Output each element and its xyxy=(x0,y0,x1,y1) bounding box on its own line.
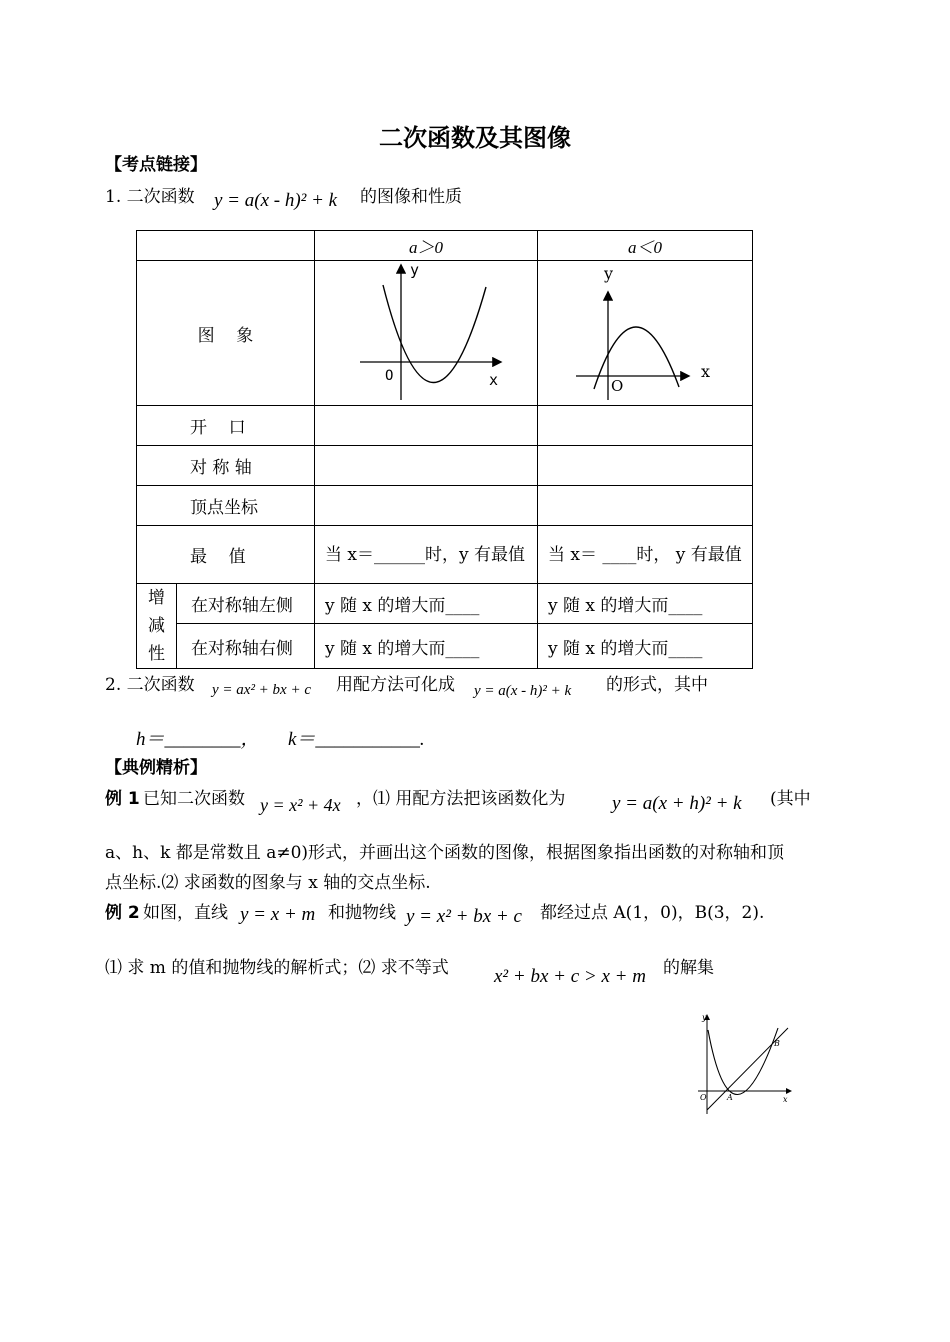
parabola-curve xyxy=(383,285,486,383)
x-label: x xyxy=(700,362,711,381)
example1-line3: 点坐标.⑵ 求函数的图象与 x 轴的交点坐标. xyxy=(105,873,431,893)
answer-cell xyxy=(537,406,752,446)
x-label: x xyxy=(488,371,499,389)
extreme-positive: 当 x＝______时，y 有最值 xyxy=(314,526,537,584)
row-label-graph xyxy=(137,261,315,406)
row-label-vertex: 顶点坐标 xyxy=(137,486,315,526)
table-header-row xyxy=(137,231,753,261)
table-row-extreme xyxy=(137,526,753,584)
table-row-vertex xyxy=(137,486,753,526)
point-a-label: A xyxy=(727,1093,733,1102)
origin-label: O xyxy=(700,1093,707,1102)
section-heading-examples: 【典例精析】 xyxy=(105,758,207,778)
x-label: x xyxy=(783,1095,788,1104)
table-row-left xyxy=(137,584,753,624)
item1-suffix: 的图像和性质 xyxy=(360,187,462,207)
parabola-curve xyxy=(708,1028,778,1095)
row-label-axis-text: 对 称 轴 xyxy=(190,458,252,478)
properties-table xyxy=(136,230,753,669)
example2-figure xyxy=(690,1010,800,1120)
origin-label: O xyxy=(384,368,394,384)
table-corner-cell xyxy=(137,231,315,261)
row-label-open xyxy=(137,406,315,446)
origin-label: O xyxy=(610,377,624,395)
row-label-axis xyxy=(137,446,315,486)
row-label-open-text: 开 口 xyxy=(190,418,246,438)
table-row-right xyxy=(137,624,753,669)
y-label: y xyxy=(603,264,614,283)
downward-parabola-graph xyxy=(538,261,752,400)
table-row-open xyxy=(137,406,753,446)
left-positive: y 随 x 的增大而____ xyxy=(314,584,537,624)
header-a-negative: a＜0 xyxy=(537,231,752,261)
answer-cell xyxy=(537,446,752,486)
item1-formula: y = a(x - h)² + k xyxy=(214,190,338,211)
example2-text-c: 都经过点 A(1，0)，B(3，2). xyxy=(540,903,765,923)
example1-text-b: ，⑴ 用配方法把该函数化为 xyxy=(356,789,566,809)
row-label-graph-text: 图 象 xyxy=(197,325,254,346)
example2-formula3: x² + bx + c > x + m xyxy=(494,966,646,987)
table-row-axis xyxy=(137,446,753,486)
y-label: y xyxy=(702,1013,707,1022)
item2-formula2: y = a(x - h)² + k xyxy=(474,683,572,699)
example2-question-a: ⑴ 求 m 的值和抛物线的解析式；⑵ 求不等式 xyxy=(105,958,449,978)
graph-cell-positive xyxy=(314,261,537,406)
example2-question-b: 的解集 xyxy=(663,958,714,978)
example2-formula1: y = x + m xyxy=(240,904,316,925)
example1-formula2: y = a(x + h)² + k xyxy=(612,793,742,814)
example1-text-c: (其中 xyxy=(770,789,811,809)
item2-middle: 用配方法可化成 xyxy=(336,675,455,695)
page-title: 二次函数及其图像 xyxy=(379,124,571,152)
h-answer: h＝________， xyxy=(136,729,260,750)
row-label-extreme xyxy=(137,526,315,584)
answer-cell xyxy=(314,406,537,446)
example2-label: 例 2 xyxy=(105,903,140,923)
example2-text-a: 如图，直线 xyxy=(143,903,228,923)
extreme-negative: 当 x＝ ____时， y 有最值 xyxy=(537,526,752,584)
row-label-extreme-text: 最 值 xyxy=(190,547,246,567)
example2-formula2: y = x² + bx + c xyxy=(406,906,522,927)
parabola-curve xyxy=(594,327,679,389)
item2-prefix: 2. 二次函数 xyxy=(105,675,195,695)
example1-label: 例 1 xyxy=(105,789,140,809)
item1-prefix: 1. 二次函数 xyxy=(105,187,195,207)
example1-line2: a、h、k 都是常数且 a≠0)形式，并画出这个函数的图像，根据图象指出函数的对称轴和顶 xyxy=(105,843,785,863)
upward-parabola-graph xyxy=(315,261,537,400)
right-negative: y 随 x 的增大而____ xyxy=(537,624,752,669)
example1-text-a: 已知二次函数 xyxy=(143,789,245,809)
row-label-monotonic: 增减性 xyxy=(137,584,177,669)
answer-cell xyxy=(314,486,537,526)
right-positive: y 随 x 的增大而____ xyxy=(314,624,537,669)
example2-text-b: 和抛物线 xyxy=(328,903,396,923)
item2-suffix: 的形式，其中 xyxy=(606,675,708,695)
row-label-right: 在对称轴右侧 xyxy=(176,624,314,669)
item2-formula1: y = ax² + bx + c xyxy=(212,682,311,698)
section-heading-kaodian: 【考点链接】 xyxy=(105,155,207,175)
example1-formula1: y = x² + 4x xyxy=(260,795,341,815)
answer-cell xyxy=(314,446,537,486)
table-row-graph xyxy=(137,261,753,406)
row-label-left: 在对称轴左侧 xyxy=(176,584,314,624)
graph-cell-negative xyxy=(537,261,752,406)
answer-cell xyxy=(537,486,752,526)
k-answer: k＝___________. xyxy=(288,729,425,750)
y-label: y xyxy=(409,261,420,279)
point-b-label: B xyxy=(774,1039,780,1048)
header-a-positive: a＞0 xyxy=(314,231,537,261)
left-negative: y 随 x 的增大而____ xyxy=(537,584,752,624)
